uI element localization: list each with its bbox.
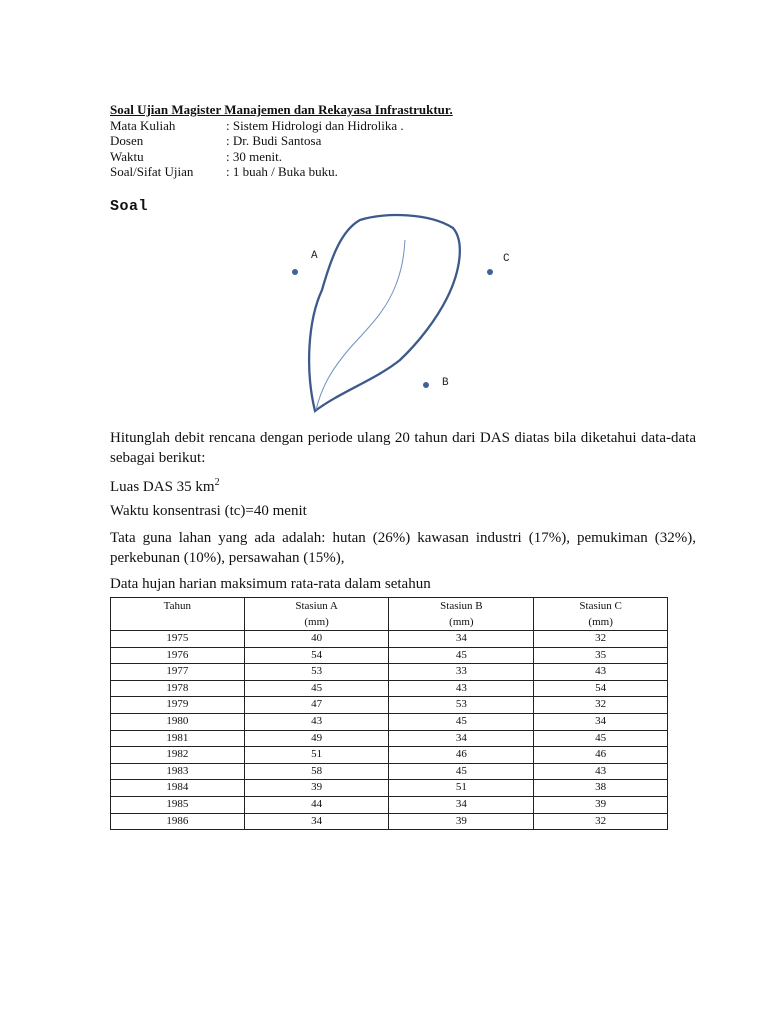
year-cell: 1980 — [111, 713, 245, 730]
station-a-cell: 58 — [244, 763, 389, 780]
station-c-cell: 46 — [534, 747, 668, 764]
rainfall-table — [110, 597, 668, 830]
table-row — [111, 697, 668, 714]
info-row-lecturer — [110, 133, 453, 149]
exam-header — [110, 102, 453, 180]
info-value: : Dr. Budi Santosa — [226, 133, 322, 149]
station-b-cell: 34 — [389, 631, 534, 648]
station-a-cell: 53 — [244, 664, 389, 681]
table-units-row — [111, 614, 668, 631]
station-b-cell: 43 — [389, 680, 534, 697]
station-b-cell: 45 — [389, 763, 534, 780]
table-header-row — [111, 598, 668, 615]
table-row — [111, 813, 668, 830]
table-row — [111, 730, 668, 747]
station-a-cell: 47 — [244, 697, 389, 714]
watershed-figure — [0, 0, 768, 430]
catchment-area-text — [110, 473, 696, 497]
station-a-cell: 39 — [244, 780, 389, 797]
document-title: Soal Ujian Magister Manajemen dan Rekayasa Infrastruktur. — [110, 102, 453, 117]
station-b-cell: 33 — [389, 664, 534, 681]
station-a-cell: 34 — [244, 813, 389, 830]
table-row — [111, 796, 668, 813]
year-cell: 1975 — [111, 631, 245, 648]
info-value: : 1 buah / Buka buku. — [226, 164, 338, 180]
year-cell: 1979 — [111, 697, 245, 714]
station-c-cell: 32 — [534, 631, 668, 648]
station-c-cell: 54 — [534, 680, 668, 697]
land-use-text: Tata guna lahan yang ada adalah: hutan (26%) kawasan industri (17%), pemukiman (32%), perkebunan (10%), persawahan (15%), — [110, 530, 696, 566]
info-row-exam-type — [110, 164, 453, 180]
year-cell: 1977 — [111, 664, 245, 681]
station-c-cell: 34 — [534, 713, 668, 730]
station-c-cell: 32 — [534, 697, 668, 714]
info-row-course — [110, 118, 453, 134]
station-a-cell: 40 — [244, 631, 389, 648]
station-b-cell: 34 — [389, 796, 534, 813]
table-row — [111, 680, 668, 697]
station-b-cell: 51 — [389, 780, 534, 797]
info-label: Dosen — [110, 133, 144, 149]
station-a-marker — [292, 269, 298, 275]
unit-station-c: (mm) — [534, 614, 668, 631]
info-row-time — [110, 149, 453, 165]
year-cell: 1985 — [111, 796, 245, 813]
station-a-cell: 43 — [244, 713, 389, 730]
info-value: : Sistem Hidrologi dan Hidrolika . — [226, 117, 404, 133]
unit-station-b: (mm) — [389, 614, 534, 631]
table-row — [111, 631, 668, 648]
station-c-cell: 43 — [534, 763, 668, 780]
year-cell: 1986 — [111, 813, 245, 830]
station-b-marker — [423, 382, 429, 388]
table-row — [111, 664, 668, 681]
table-row — [111, 780, 668, 797]
info-label: Soal/Sifat Ujian — [110, 164, 194, 180]
column-header-station-a: Stasiun A — [244, 598, 389, 615]
year-cell: 1978 — [111, 680, 245, 697]
station-a-cell: 54 — [244, 647, 389, 664]
station-c-cell: 38 — [534, 780, 668, 797]
catchment-area-value: Luas DAS 35 km — [110, 479, 215, 495]
station-a-label: A — [311, 250, 318, 262]
year-cell: 1976 — [111, 647, 245, 664]
station-a-cell: 49 — [244, 730, 389, 747]
info-label: Mata Kuliah — [110, 117, 176, 133]
info-value: : 30 menit. — [226, 148, 282, 164]
station-b-cell: 39 — [389, 813, 534, 830]
river-channel — [316, 240, 405, 410]
column-header-year: Tahun — [111, 598, 245, 615]
watershed-boundary — [309, 215, 460, 411]
station-b-label: B — [442, 377, 449, 389]
year-cell: 1983 — [111, 763, 245, 780]
unit-year — [111, 614, 245, 631]
station-a-cell: 44 — [244, 796, 389, 813]
area-exponent: 2 — [214, 477, 220, 488]
station-b-cell: 46 — [389, 747, 534, 764]
column-header-station-c: Stasiun C — [534, 598, 668, 615]
year-cell: 1984 — [111, 780, 245, 797]
station-b-cell: 45 — [389, 647, 534, 664]
station-b-cell: 34 — [389, 730, 534, 747]
station-c-cell: 43 — [534, 664, 668, 681]
station-a-cell: 45 — [244, 680, 389, 697]
table-row — [111, 647, 668, 664]
station-a-cell: 51 — [244, 747, 389, 764]
column-header-station-b: Stasiun B — [389, 598, 534, 615]
table-row — [111, 713, 668, 730]
year-cell: 1982 — [111, 747, 245, 764]
station-c-cell: 35 — [534, 647, 668, 664]
unit-station-a: (mm) — [244, 614, 389, 631]
station-c-cell: 32 — [534, 813, 668, 830]
station-c-cell: 45 — [534, 730, 668, 747]
rain-table-caption: Data hujan harian maksimum rata-rata dalam setahun — [110, 576, 431, 592]
table-row — [111, 763, 668, 780]
info-label: Waktu — [110, 148, 144, 164]
station-b-cell: 45 — [389, 713, 534, 730]
station-c-label: C — [503, 253, 510, 265]
table-row — [111, 747, 668, 764]
station-c-cell: 39 — [534, 796, 668, 813]
station-c-marker — [487, 269, 493, 275]
question-text: Hitunglah debit rencana dengan periode ulang 20 tahun dari DAS diatas bila diketahui data-data sebagai berikut: — [110, 430, 696, 466]
station-b-cell: 53 — [389, 697, 534, 714]
soal-heading: Soal — [110, 198, 149, 215]
year-cell: 1981 — [111, 730, 245, 747]
concentration-time-text: Waktu konsentrasi (tc)=40 menit — [110, 503, 307, 519]
